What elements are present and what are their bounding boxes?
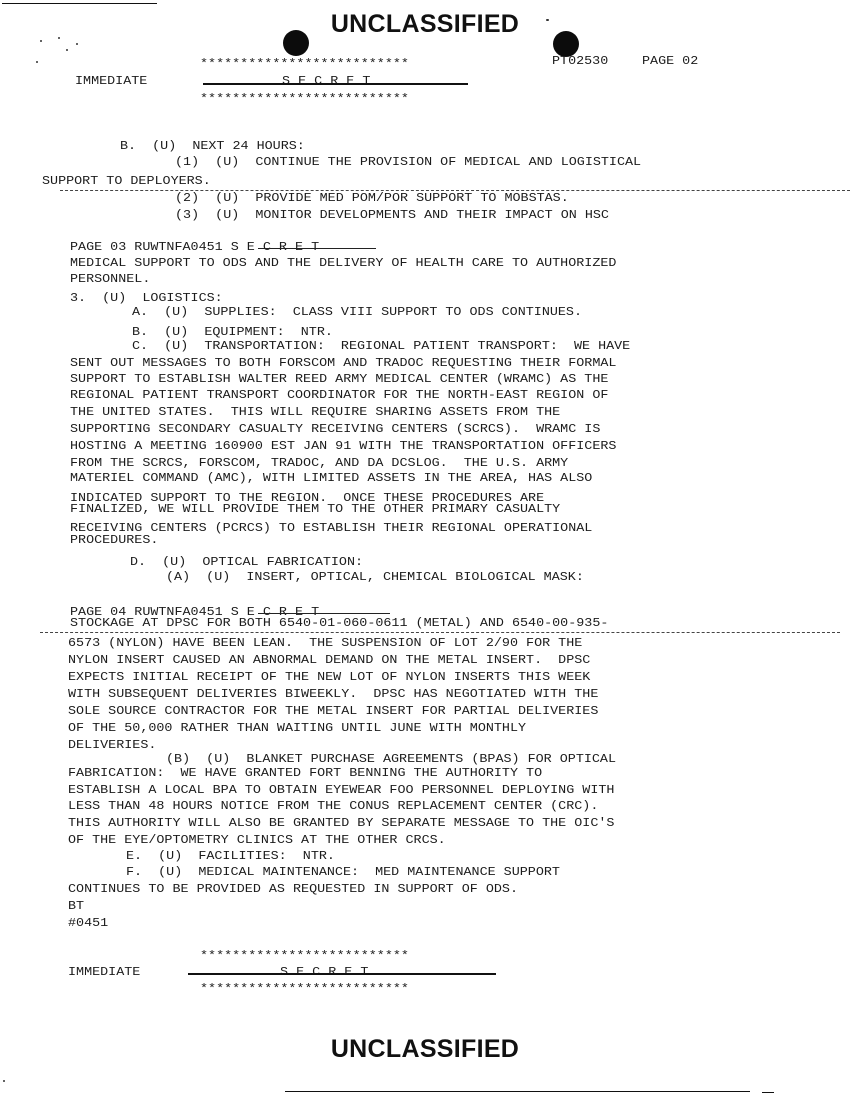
footer-asterisks-bottom: ************************** xyxy=(200,983,409,997)
text-line: HOSTING A MEETING 160900 EST JAN 91 WITH THE TRANSPORTATION OFFICERS xyxy=(70,440,617,454)
text-line: REGIONAL PATIENT TRANSPORT COORDINATOR FOR THE NORTH-EAST REGION OF xyxy=(70,389,609,403)
text-line: FINALIZED, WE WILL PROVIDE THEM TO THE OTHER PRIMARY CASUALTY xyxy=(70,503,561,517)
scan-edge-mark xyxy=(2,3,157,4)
scan-edge-mark xyxy=(762,1092,774,1093)
text-line: WITH SUBSEQUENT DELIVERIES BIWEEKLY. DPSC HAS NEGOTIATED WITH THE xyxy=(68,688,599,702)
punch-hole-left xyxy=(283,30,309,56)
break-marker: BT xyxy=(68,900,85,914)
message-serial: #0451 xyxy=(68,917,109,931)
section-heading: 3. (U) LOGISTICS: xyxy=(70,292,223,306)
scan-speck xyxy=(76,43,78,45)
text-line: FABRICATION: WE HAVE GRANTED FORT BENNING THE AUTHORITY TO xyxy=(68,767,543,781)
page-break-header: PAGE 03 RUWTNFA0451 S E C R E T xyxy=(70,241,320,255)
text-line: (A) (U) INSERT, OPTICAL, CHEMICAL BIOLOGICAL MASK: xyxy=(166,571,584,585)
text-line: PERSONNEL. xyxy=(70,273,151,287)
text-line: ESTABLISH A LOCAL BPA TO OBTAIN EYEWEAR FOO PERSONNEL DEPLOYING WITH xyxy=(68,784,615,798)
scan-edge-mark xyxy=(285,1091,750,1092)
text-line: F. (U) MEDICAL MAINTENANCE: MED MAINTENANCE SUPPORT xyxy=(126,866,560,880)
scan-speck xyxy=(40,40,42,42)
text-line: OF THE EYE/OPTOMETRY CLINICS AT THE OTHER CRCS. xyxy=(68,834,446,848)
text-line: SENT OUT MESSAGES TO BOTH FORSCOM AND TRADOC REQUESTING THEIR FORMAL xyxy=(70,357,617,371)
secret-marking: S E C R E T xyxy=(282,75,371,89)
footer-secret-marking: S E C R E T xyxy=(280,966,369,980)
scan-speck xyxy=(66,49,68,51)
text-line: SUPPORT TO ESTABLISH WALTER REED ARMY MEDICAL CENTER (WRAMC) AS THE xyxy=(70,373,609,387)
text-line: LESS THAN 48 HOURS NOTICE FROM THE CONUS REPLACEMENT CENTER (CRC). xyxy=(68,800,599,814)
text-line: A. (U) SUPPLIES: CLASS VIII SUPPORT TO ODS CONTINUES. xyxy=(132,306,582,320)
header-asterisks-bottom: ************************** xyxy=(200,93,409,107)
text-line: SOLE SOURCE CONTRACTOR FOR THE METAL INSERT FOR PARTIAL DELIVERIES xyxy=(68,705,599,719)
text-line: OF THE 50,000 RATHER THAN WAITING UNTIL JUNE WITH MONTHLY xyxy=(68,722,527,736)
text-line: (2) (U) PROVIDE MED POM/POR SUPPORT TO MOBSTAS. xyxy=(175,192,569,206)
classification-banner-top: UNCLASSIFIED xyxy=(330,10,520,38)
text-line: EXPECTS INITIAL RECEIPT OF THE NEW LOT OF NYLON INSERTS THIS WEEK xyxy=(68,671,591,685)
text-line: (1) (U) CONTINUE THE PROVISION OF MEDICAL AND LOGISTICAL xyxy=(175,156,642,170)
text-line: RECEIVING CENTERS (PCRCS) TO ESTABLISH THEIR REGIONAL OPERATIONAL xyxy=(70,522,593,536)
section-heading: D. (U) OPTICAL FABRICATION: xyxy=(130,556,364,570)
text-line: THE UNITED STATES. THIS WILL REQUIRE SHARING ASSETS FROM THE xyxy=(70,406,561,420)
text-line: MEDICAL SUPPORT TO ODS AND THE DELIVERY OF HEALTH CARE TO AUTHORIZED xyxy=(70,257,617,271)
text-line: INDICATED SUPPORT TO THE REGION. ONCE THESE PROCEDURES ARE xyxy=(70,492,545,506)
text-line: FROM THE SCRCS, FORSCOM, TRADOC, AND DA DCSLOG. THE U.S. ARMY xyxy=(70,457,569,471)
text-line: 6573 (NYLON) HAVE BEEN LEAN. THE SUSPENSION OF LOT 2/90 FOR THE xyxy=(68,637,583,651)
text-line: (B) (U) BLANKET PURCHASE AGREEMENTS (BPAS) FOR OPTICAL xyxy=(166,753,616,767)
text-line: PROCEDURES. xyxy=(70,534,159,548)
text-line: SUPPORT TO DEPLOYERS. xyxy=(42,175,211,189)
footer-asterisks-top: ************************** xyxy=(200,950,409,964)
underline-rule xyxy=(40,632,840,633)
page-number: PAGE 02 xyxy=(642,55,699,69)
strike-mark xyxy=(258,248,376,249)
text-line: E. (U) FACILITIES: NTR. xyxy=(126,850,335,864)
message-id: PT02530 xyxy=(552,55,609,69)
text-line: SUPPORTING SECONDARY CASUALTY RECEIVING CENTERS (SCRCS). WRAMC IS xyxy=(70,423,601,437)
text-line: (3) (U) MONITOR DEVELOPMENTS AND THEIR IMPACT ON HSC xyxy=(175,209,609,223)
page-break-header: PAGE 04 RUWTNFA0451 S E C R E T xyxy=(70,606,320,620)
footer-precedence-label: IMMEDIATE xyxy=(68,966,141,980)
text-line: B. (U) EQUIPMENT: NTR. xyxy=(132,326,333,340)
scan-speck xyxy=(36,61,38,63)
header-asterisks-top: ************************** xyxy=(200,58,409,72)
secret-strike-line xyxy=(203,83,468,85)
text-line: CONTINUES TO BE PROVIDED AS REQUESTED IN SUPPORT OF ODS. xyxy=(68,883,518,897)
scan-speck xyxy=(3,1080,5,1082)
classification-banner-bottom: UNCLASSIFIED xyxy=(330,1035,520,1063)
text-line: STOCKAGE AT DPSC FOR BOTH 6540-01-060-0611 (METAL) AND 6540-00-935- xyxy=(70,617,609,631)
text-line: NYLON INSERT CAUSED AN ABNORMAL DEMAND ON THE METAL INSERT. DPSC xyxy=(68,654,591,668)
punch-hole-right xyxy=(553,31,579,57)
text-line: THIS AUTHORITY WILL ALSO BE GRANTED BY SEPARATE MESSAGE TO THE OIC'S xyxy=(68,817,615,831)
strike-mark xyxy=(258,613,390,614)
text-line: DELIVERIES. xyxy=(68,739,157,753)
precedence-label: IMMEDIATE xyxy=(75,75,148,89)
text-line: C. (U) TRANSPORTATION: REGIONAL PATIENT TRANSPORT: WE HAVE xyxy=(132,340,631,354)
text-line: MATERIEL COMMAND (AMC), WITH LIMITED ASSETS IN THE AREA, HAS ALSO xyxy=(70,472,593,486)
underline-rule xyxy=(60,190,850,191)
footer-strike-line xyxy=(188,973,496,975)
section-heading: B. (U) NEXT 24 HOURS: xyxy=(120,140,305,154)
